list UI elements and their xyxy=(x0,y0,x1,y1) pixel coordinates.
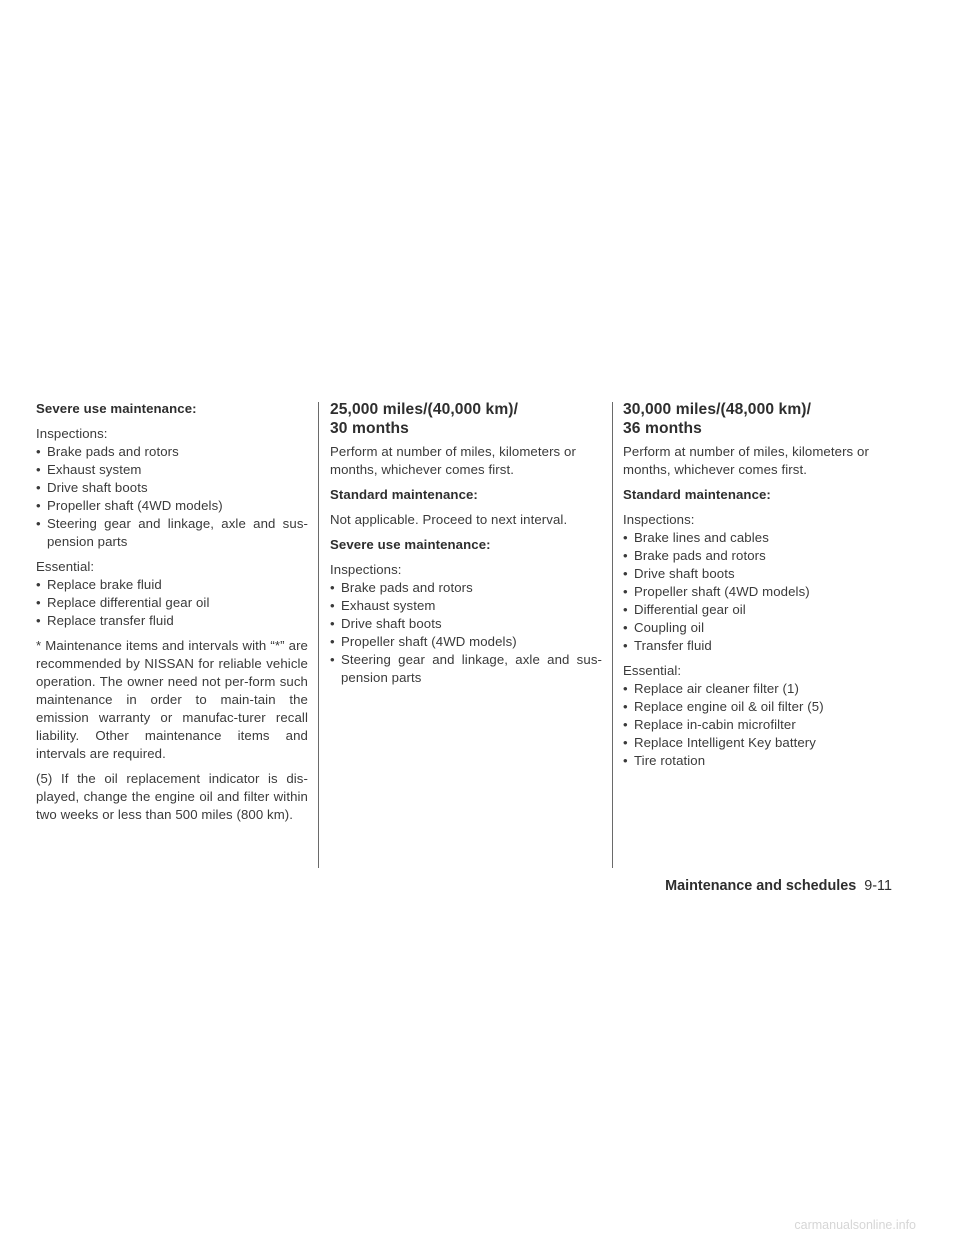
list-item: • Brake pads and rotors xyxy=(330,579,602,597)
list-item: • Drive shaft boots xyxy=(36,479,308,497)
interval-title xyxy=(330,400,602,438)
list-item: • Drive shaft boots xyxy=(330,615,602,633)
page-footer xyxy=(0,878,892,894)
inspections-label: Inspections: xyxy=(36,426,108,441)
inspections-list xyxy=(36,443,308,551)
column-1 xyxy=(36,400,308,831)
interval-intro: Perform at number of miles, kilometers or months, whichever comes first. xyxy=(623,444,869,477)
severe-maintenance-heading: Severe use maintenance: xyxy=(330,537,491,552)
list-item: • Replace Intelligent Key battery xyxy=(623,734,895,752)
column-divider xyxy=(318,402,319,868)
page-number: 9-11 xyxy=(864,878,892,894)
list-item: • Replace transfer fluid xyxy=(36,612,308,630)
essential-list xyxy=(623,680,895,770)
list-item: • Replace engine oil & oil filter (5) xyxy=(623,698,895,716)
asterisk-note: * Maintenance items and intervals with “*” are recommended by NISSAN for reliable vehicle operation. The owner need not per-form such maintenance in order to main-tain the emission warranty or manufac-turer recall liability. Other maintenance items and intervals are required. xyxy=(36,638,308,761)
interval-intro: Perform at number of miles, kilometers or months, whichever comes first. xyxy=(330,444,576,477)
interval-title xyxy=(623,400,895,438)
severe-maintenance-heading: Severe use maintenance: xyxy=(36,401,197,416)
interval-title-line-1: 25,000 miles/(40,000 km)/ xyxy=(330,401,519,418)
list-item: • Brake lines and cables xyxy=(623,529,895,547)
list-item: • Propeller shaft (4WD models) xyxy=(330,633,602,651)
watermark: carmanualsonline.info xyxy=(794,1218,916,1232)
inspections-list xyxy=(623,529,895,655)
list-item: • Exhaust system xyxy=(36,461,308,479)
list-item: • Coupling oil xyxy=(623,619,895,637)
essential-label: Essential: xyxy=(36,559,95,574)
standard-maintenance-heading: Standard maintenance: xyxy=(623,487,771,502)
interval-title-line-2: 36 months xyxy=(623,420,702,437)
interval-title-line-1: 30,000 miles/(48,000 km)/ xyxy=(623,401,812,418)
inspections-label: Inspections: xyxy=(623,512,695,527)
list-item: • Transfer fluid xyxy=(623,637,895,655)
essential-label: Essential: xyxy=(623,663,682,678)
list-item: • Replace differential gear oil xyxy=(36,594,308,612)
standard-maintenance-heading: Standard maintenance: xyxy=(330,487,478,502)
list-item: • Differential gear oil xyxy=(623,601,895,619)
list-item: • Replace air cleaner filter (1) xyxy=(623,680,895,698)
list-item: • Brake pads and rotors xyxy=(623,547,895,565)
oil-indicator-note: (5) If the oil replacement indicator is dis-played, change the engine oil and filter within two weeks or less than 500 miles (800 km). xyxy=(36,771,308,822)
list-item: • Replace in-cabin microfilter xyxy=(623,716,895,734)
essential-list xyxy=(36,576,308,630)
standard-maintenance-text: Not applicable. Proceed to next interval. xyxy=(330,512,568,527)
list-item: • Propeller shaft (4WD models) xyxy=(36,497,308,515)
list-item: • Brake pads and rotors xyxy=(36,443,308,461)
inspections-list xyxy=(330,579,602,687)
list-item: • Steering gear and linkage, axle and sus-pension parts xyxy=(330,651,602,687)
interval-title-line-2: 30 months xyxy=(330,420,409,437)
list-item: • Tire rotation xyxy=(623,752,895,770)
list-item: • Drive shaft boots xyxy=(623,565,895,583)
list-item: • Propeller shaft (4WD models) xyxy=(623,583,895,601)
inspections-label: Inspections: xyxy=(330,562,402,577)
list-item: • Replace brake fluid xyxy=(36,576,308,594)
list-item: • Exhaust system xyxy=(330,597,602,615)
column-divider xyxy=(612,402,613,868)
column-3 xyxy=(623,400,895,777)
column-2 xyxy=(330,400,602,694)
list-item: • Steering gear and linkage, axle and sus-pension parts xyxy=(36,515,308,551)
section-title: Maintenance and schedules xyxy=(665,878,857,894)
